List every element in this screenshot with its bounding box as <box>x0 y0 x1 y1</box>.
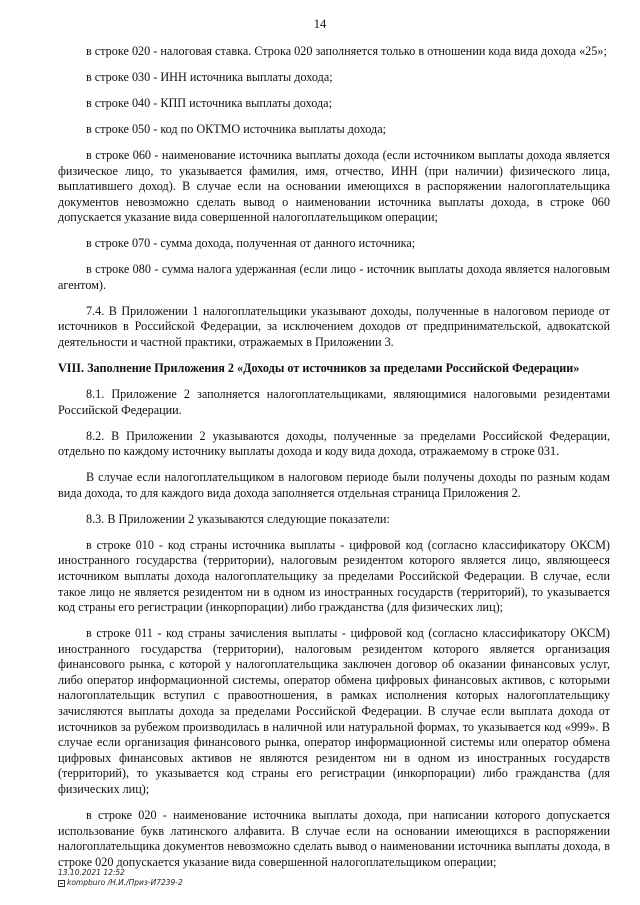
paragraph: в строке 020 - налоговая ставка. Строка 020 заполняется только в отношении кода вида дохода «25»; <box>86 44 607 58</box>
document-body <box>58 44 610 881</box>
paragraph: в строке 030 - ИНН источника выплаты дохода; <box>86 69 333 84</box>
paragraph: в строке 050 - код по ОКТМО источника выплаты дохода; <box>86 121 387 136</box>
paragraph: 8.1. Приложение 2 заполняется налогоплательщиками, являющимися налоговыми резидентами Российской Федерации. <box>58 387 610 417</box>
footer-path: kompburo /Н.И./Приз-И7239-2 <box>67 878 183 887</box>
paragraph: В случае если налогоплательщиком в налоговом периоде были получены доходы по разным кодам вида дохода, то для каждого вида дохода заполняется отдельная страница Приложения 2. <box>58 470 610 500</box>
footer-timestamp: 13.10.2021 12:52 <box>58 868 125 877</box>
paragraph: в строке 011 - код страны зачисления выплаты - цифровой код (согласно классификатору ОКСМ) иностранного государства (территории), налоговым резидентом которого является организация финансового рынка, с которой у налогоплательщика заключен договор об оказании финансовых услуг, либо оператор информационной системы, оператор обмена цифровых финансовых активов, с которыми налогоплательщик вступил с правоотношения, в рамках исполнения которых налогоплательщику зачисляются выплаты дохода за пределами Российской Федерации. В случае если выплата дохода от источников за рубежом производилась в наличной или натуральной формах, то указывается код «999». В случае если организация финансового рынка, оператор информационной системы или оператор обмена цифровых финансовых активов не являются резидентом ни в одном из иностранных государств (территорий), то указывается код страны его регистрации (инкорпорации) либо гражданства (для физических лиц); <box>58 626 610 797</box>
paragraph: в строке 070 - сумма дохода, полученная от данного источника; <box>86 236 416 251</box>
footer-path-line <box>58 878 183 888</box>
paragraph: в строке 080 - сумма налога удержанная (если лицо - источник выплаты дохода является налоговым агентом). <box>58 262 610 292</box>
paragraph: 8.3. В Приложении 2 указываются следующие показатели: <box>86 511 390 526</box>
paragraph: в строке 060 - наименование источника выплаты дохода (если источником выплаты дохода является физическое лицо, то указывается фамилия, имя, отчество, ИНН (при наличии) физического лица, выплатившего доход). В случае если на основании имеющихся в распоряжении налогоплательщика документов невозможно сделать вывод о наименовании источника выплаты дохода, в строке 060 допускается указание вида совершенной налогоплательщиком операции; <box>58 147 610 225</box>
section-heading: VIII. Заполнение Приложения 2 «Доходы от источников за пределами Российской Федерации» <box>58 361 580 376</box>
paragraph: 8.2. В Приложении 2 указываются доходы, полученные за пределами Российской Федерации, отдельно по каждому источнику выплаты дохода и коду вида дохода, отражаемому в строке 031. <box>58 428 610 459</box>
page-number: 14 <box>313 17 327 31</box>
paragraph: в строке 020 - наименование источника выплаты дохода, при написании которого допускается использование букв латинского алфавита. В случае если на основании имеющихся в распоряжении налогоплательщика документов невозможно сделать вывод о наименовании источника выплаты дохода, в строке 020 допускается указание вида совершенной налогоплательщиком операции; <box>58 808 610 869</box>
paragraph: в строке 040 - КПП источника выплаты дохода; <box>86 95 332 110</box>
document-footer <box>58 868 183 888</box>
paragraph: 7.4. В Приложении 1 налогоплательщики указывают доходы, полученные в налоговом периоде от источников в Российской Федерации, за исключением доходов от предпринимательской, адвокатской деятельности и частной практики, отражаемых в Приложении 3. <box>58 303 610 350</box>
document-icon <box>58 880 65 887</box>
paragraph: в строке 010 - код страны источника выплаты - цифровой код (согласно классификатору ОКСМ) иностранного государства (территории), налоговым резидентом которого является лицо, являющееся источником выплаты дохода налогоплательщику за пределами Российской Федерации. В случае, если такое лицо не является резидентом ни в одном из иностранных государств (территорий), то указывается код страны его регистрации (инкорпорации) либо гражданства (для физических лиц); <box>58 537 610 615</box>
